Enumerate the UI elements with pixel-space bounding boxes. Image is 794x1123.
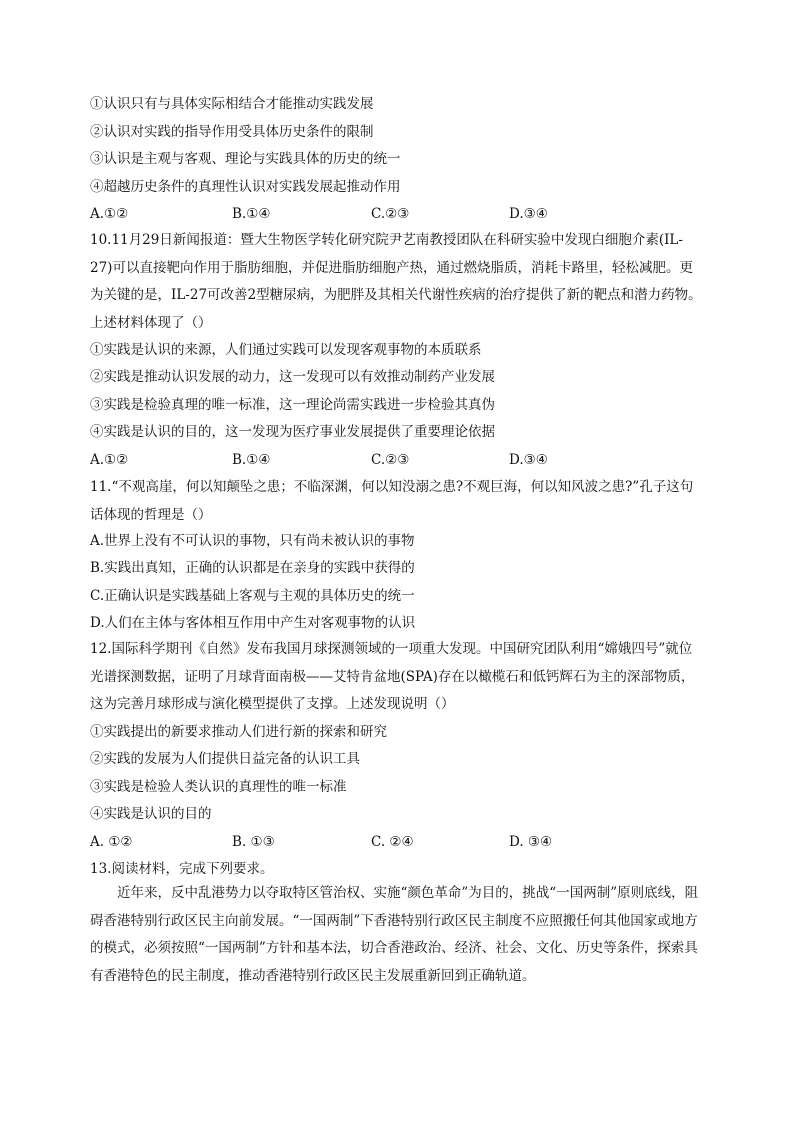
- q12-option-b: B. ①③: [232, 834, 275, 850]
- q9-statement-3: ③认识是主观与客观、理论与实践具体的历史的统一: [90, 151, 401, 167]
- q10-statement-1: ①实践是认识的来源，人们通过实践可以发现客观事物的本质联系: [90, 342, 482, 358]
- q9-statement-2: ②认识对实践的指导作用受具体历史条件的限制: [90, 124, 374, 140]
- q9-option-d: D.③④: [509, 206, 548, 222]
- q9-option-b: B.①④: [232, 206, 271, 222]
- q10-statement-3: ③实践是检验真理的唯一标准，这一理论尚需实践进一步检验其真伪: [90, 397, 495, 413]
- q11-stem: 11.“不观高崖，何以知颠坠之患；不临深渊，何以知没溺之患?不观巨海，何以知风波之患?”孔子这句话体现的哲理是（）: [90, 479, 694, 523]
- q9-statement-4: ④超越历史条件的真理性认识对实践发展起推动作用: [90, 179, 401, 195]
- q11-choice-a: A.世界上没有不可认识的事物，只有尚未被认识的事物: [90, 533, 415, 549]
- q10-statement-2: ②实践是推动认识发展的动力，这一发现可以有效推动制药产业发展: [90, 369, 495, 385]
- q9-option-a: A.①②: [90, 206, 129, 222]
- q12-stem: 12.国际科学期刊《自然》发布我国月球探测领域的一项重大发现。中国研究团队利用“嫦娥四号”就位光谱探测数据，证明了月球背面南极——艾特肯盆地(SPA)存在以橄榄石和低钙辉石为主的深部物质，这为完善月球形成与演化模型提供了支撑。上述发现说明（）: [90, 641, 695, 712]
- q12-option-a: A. ①②: [90, 834, 133, 850]
- q12-statement-1: ①实践提出的新要求推动人们进行新的探索和研究: [90, 724, 387, 740]
- q11-choice-c: C.正确认识是实践基础上客观与主观的具体历史的统一: [90, 588, 415, 604]
- q11-choice-d: D.人们在主体与客体相互作用中产生对客观事物的认识: [90, 615, 416, 631]
- q10-option-b: B.①④: [232, 452, 271, 468]
- q10-option-d: D.③④: [509, 452, 548, 468]
- q12-statement-3: ③实践是检验人类认识的真理性的唯一标准: [90, 779, 347, 795]
- q10-stem: 10.11月29日新闻报道：暨大生物医学转化研究院尹艺南教授团队在科研实验中发现白细胞介素(IL-27)可以直接靶向作用于脂肪细胞，并促进脂肪细胞产热，通过燃烧脂质，消耗卡路里，轻松减肥。更为关键的是，IL-27可改善2型糖尿病，为肥胖及其相关代谢性疾病的治疗提供了新的靶点和潜力药物。上述材料体现了（）: [90, 232, 702, 331]
- q10-statement-4: ④实践是认识的目的，这一发现为医疗事业发展提供了重要理论依据: [90, 424, 495, 440]
- q10-options: [90, 449, 710, 471]
- q10-option-c: C.②③: [371, 452, 410, 468]
- q9-option-c: C.②③: [371, 206, 410, 222]
- q11-choice-b: B.实践出真知，正确的认识都是在亲身的实践中获得的: [90, 560, 415, 576]
- q12-statement-2: ②实践的发展为人们提供日益完备的认识工具: [90, 751, 360, 767]
- q12-options: [90, 831, 710, 853]
- q13-material: 近年来，反中乱港势力以夺取特区管治权、实施“颜色革命”为目的，挑战“一国两制”原则底线，阻碍香港特别行政区民主向前发展。“一国两制”下香港特别行政区民主制度不应照搬任何其他国家或地方的模式，必须按照“一国两制”方针和基本法，切合香港政治、经济、社会、文化、历史等条件，探索具有香港特色的民主制度，推动香港特别行政区民主发展重新回到正确轨道。: [90, 885, 699, 984]
- q9-statement-1: ①认识只有与具体实际相结合才能推动实践发展: [90, 96, 374, 112]
- q12-option-c: C. ②④: [371, 834, 414, 850]
- q12-statement-4: ④实践是认识的目的: [90, 806, 212, 822]
- q10-option-a: A.①②: [90, 452, 129, 468]
- q13-stem: 13.阅读材料，完成下列要求。: [90, 861, 274, 877]
- q9-options: [90, 203, 710, 225]
- q12-option-d: D. ③④: [509, 834, 553, 850]
